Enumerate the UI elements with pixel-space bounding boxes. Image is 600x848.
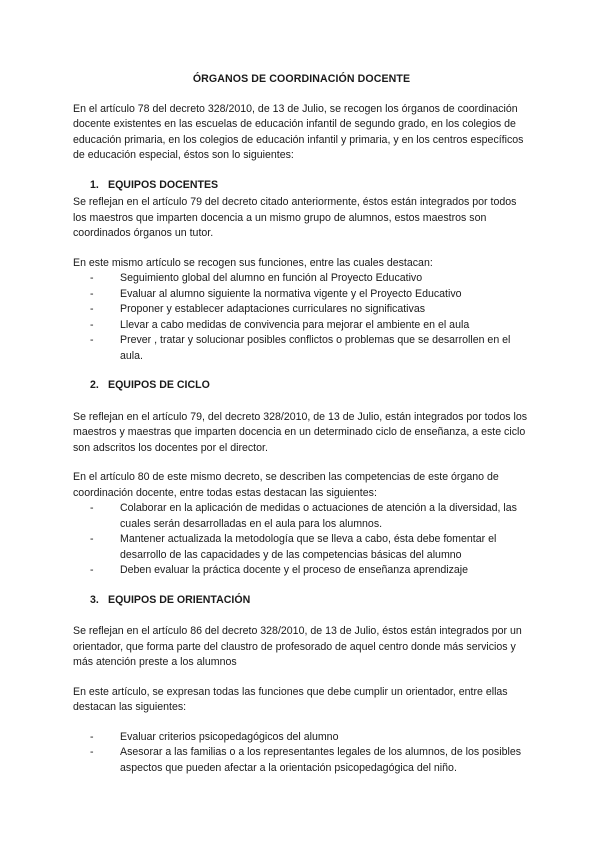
orientador-function-list (73, 730, 530, 777)
section-paragraph: En el artículo 80 de este mismo decreto, se describen las competencias de este órgano de coordinación docente, entre todas estas destacan las siguientes: (73, 471, 499, 499)
bullet-dash: - (90, 303, 94, 315)
bullet-dash: - (90, 272, 94, 284)
section-heading-equipos-docentes (90, 178, 530, 194)
page-title: ÓRGANOS DE COORDINACIÓN DOCENTE (192, 73, 411, 85)
list-item: - Deben evaluar la práctica docente y el proceso de enseñanza aprendizaje (73, 563, 530, 579)
list-item: - Mantener actualizada la metodología que se lleva a cabo, ésta debe fomentar el desarrollo de las capacidades y de las competencias básicas del alumno (73, 532, 530, 563)
list-item: - Asesorar a las familias o a los representantes legales de los alumnos, de los posibles aspectos que pueden afectar a la orientación psicopedagógica del niño. (73, 745, 530, 776)
intro-paragraph: En el artículo 78 del decreto 328/2010, de 13 de Julio, se recogen los órganos de coordinación docente existentes en las escuelas de educación infantil de segundo grado, en los colegios de educación primaria, en los colegios de educación infantil y primaria, y en los centros específicos de educación especial, éstos son lo siguientes: (73, 102, 524, 161)
list-item: - Proponer y establecer adaptaciones curriculares no significativas (73, 302, 530, 318)
section-heading-equipos-de-orientacion (90, 593, 530, 609)
section-number: 2. (90, 379, 99, 391)
list-item: - Evaluar al alumno siguiente la normativa vigente y el Proyecto Educativo (73, 287, 530, 303)
section-heading-text: EQUIPOS DE ORIENTACIÓN (108, 593, 251, 606)
section-paragraph: En este artículo, se expresan todas las funciones que debe cumplir un orientador, entre ellas destacan las siguientes: (73, 685, 508, 713)
section-number: 3. (90, 593, 99, 606)
bullet-dash: - (90, 533, 94, 545)
section-heading-text: EQUIPOS DE CICLO (108, 379, 210, 391)
competence-list (73, 501, 530, 579)
section-paragraph: Se reflejan en el artículo 79, del decreto 328/2010, de 13 de Julio, están integrados por todos los maestros y maestras que imparten docencia en un determinado ciclo de enseñanza, a este ciclo son adscritos los docentes por el director. (73, 410, 528, 454)
function-list (73, 271, 530, 364)
section-paragraph: Se reflejan en el artículo 79 del decreto citado anteriormente, éstos están integrados por todos los maestros que imparten docencia a un mismo grupo de alumnos, estos maestros son coordinados órganos un tutor. (73, 196, 517, 239)
list-item: - Prever , tratar y solucionar posibles conflictos o problemas que se desarrollen en el aula. (73, 333, 530, 364)
list-item: - Llevar a cabo medidas de convivencia para mejorar el ambiente en el aula (73, 318, 530, 334)
bullet-dash: - (90, 730, 94, 743)
bullet-dash: - (90, 318, 94, 331)
bullet-dash: - (90, 334, 94, 346)
section-heading-text: EQUIPOS DOCENTES (108, 178, 219, 191)
bullet-dash: - (90, 502, 94, 514)
bullet-dash: - (90, 287, 94, 300)
bullet-dash: - (90, 746, 94, 758)
section-number: 1. (90, 178, 99, 191)
section-paragraph: Se reflejan en el artículo 86 del decreto 328/2010, de 13 de Julio, éstos están integrados por un orientador, que forma parte del claustro de profesorado de aquel centro donde más servicios y más atención preste a los alumnos (73, 625, 522, 668)
list-item: - Colaborar en la aplicación de medidas o actuaciones de atención a la diversidad, las cuales serán desarrolladas en el aula para los alumnos. (73, 501, 530, 532)
bullet-dash: - (90, 564, 94, 576)
section-heading-equipos-de-ciclo (90, 378, 530, 394)
list-item: - Seguimiento global del alumno en función al Proyecto Educativo (73, 271, 530, 287)
list-item: - Evaluar criterios psicopedagógicos del alumno (73, 730, 530, 746)
section-paragraph: En este mismo artículo se recogen sus funciones, entre las cuales destacan: (73, 256, 433, 269)
